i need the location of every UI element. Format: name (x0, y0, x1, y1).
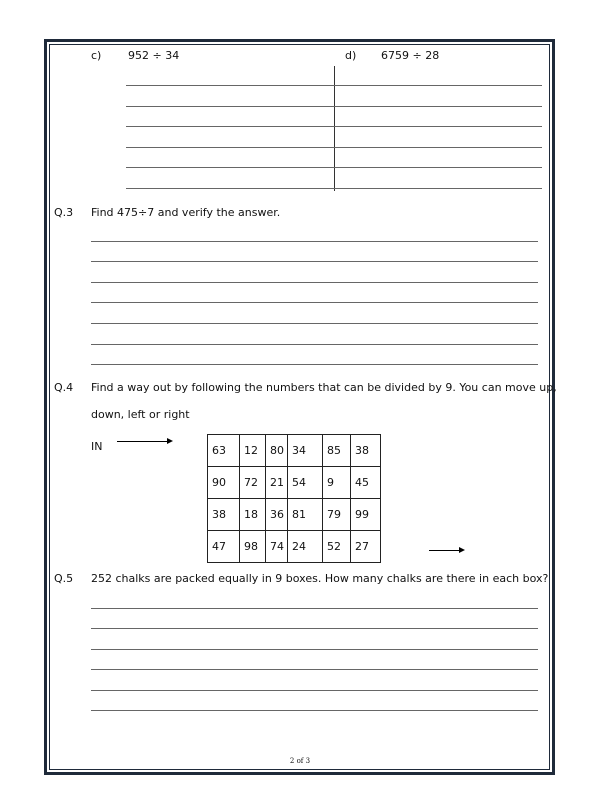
maze-exit-arrow-icon (429, 550, 463, 551)
maze-cell: 99 (351, 499, 381, 531)
problem-d-label: d) (345, 49, 357, 62)
question-4-text-line1: Find a way out by following the numbers that can be divided by 9. You can move up, (91, 381, 557, 394)
number-maze-grid (207, 434, 381, 563)
maze-cell: 27 (351, 531, 381, 563)
maze-cell: 72 (240, 467, 266, 499)
maze-cell: 18 (240, 499, 266, 531)
maze-cell: 34 (288, 435, 323, 467)
maze-cell: 21 (266, 467, 288, 499)
maze-cell: 9 (323, 467, 351, 499)
maze-cell: 47 (208, 531, 240, 563)
maze-cell: 38 (208, 499, 240, 531)
maze-cell: 74 (266, 531, 288, 563)
maze-cell: 63 (208, 435, 240, 467)
maze-row (208, 499, 381, 531)
maze-in-label: IN (91, 440, 103, 453)
maze-cell: 36 (266, 499, 288, 531)
question-5-text: 252 chalks are packed equally in 9 boxes. How many chalks are there in each box? (91, 572, 549, 585)
maze-cell: 81 (288, 499, 323, 531)
maze-cell: 24 (288, 531, 323, 563)
problem-c-label: c) (91, 49, 102, 62)
question-3-text: Find 475÷7 and verify the answer. (91, 206, 281, 219)
maze-cell: 54 (288, 467, 323, 499)
maze-row (208, 467, 381, 499)
maze-row (208, 531, 381, 563)
maze-cell: 12 (240, 435, 266, 467)
question-4-number: Q.4 (54, 381, 74, 394)
page-number: 2 of 3 (289, 757, 311, 765)
page-border-inner (49, 44, 550, 770)
maze-cell: 52 (323, 531, 351, 563)
maze-cell: 98 (240, 531, 266, 563)
question-5-number: Q.5 (54, 572, 74, 585)
maze-cell: 38 (351, 435, 381, 467)
problem-c-expression: 952 ÷ 34 (128, 49, 180, 62)
question-3-number: Q.3 (54, 206, 74, 219)
maze-cell: 79 (323, 499, 351, 531)
maze-cell: 85 (323, 435, 351, 467)
maze-cell: 80 (266, 435, 288, 467)
maze-entry-arrow-icon (117, 441, 171, 442)
question-4-text-line2: down, left or right (91, 408, 190, 421)
maze-row (208, 435, 381, 467)
maze-cell: 45 (351, 467, 381, 499)
problem-d-expression: 6759 ÷ 28 (381, 49, 440, 62)
maze-cell: 90 (208, 467, 240, 499)
